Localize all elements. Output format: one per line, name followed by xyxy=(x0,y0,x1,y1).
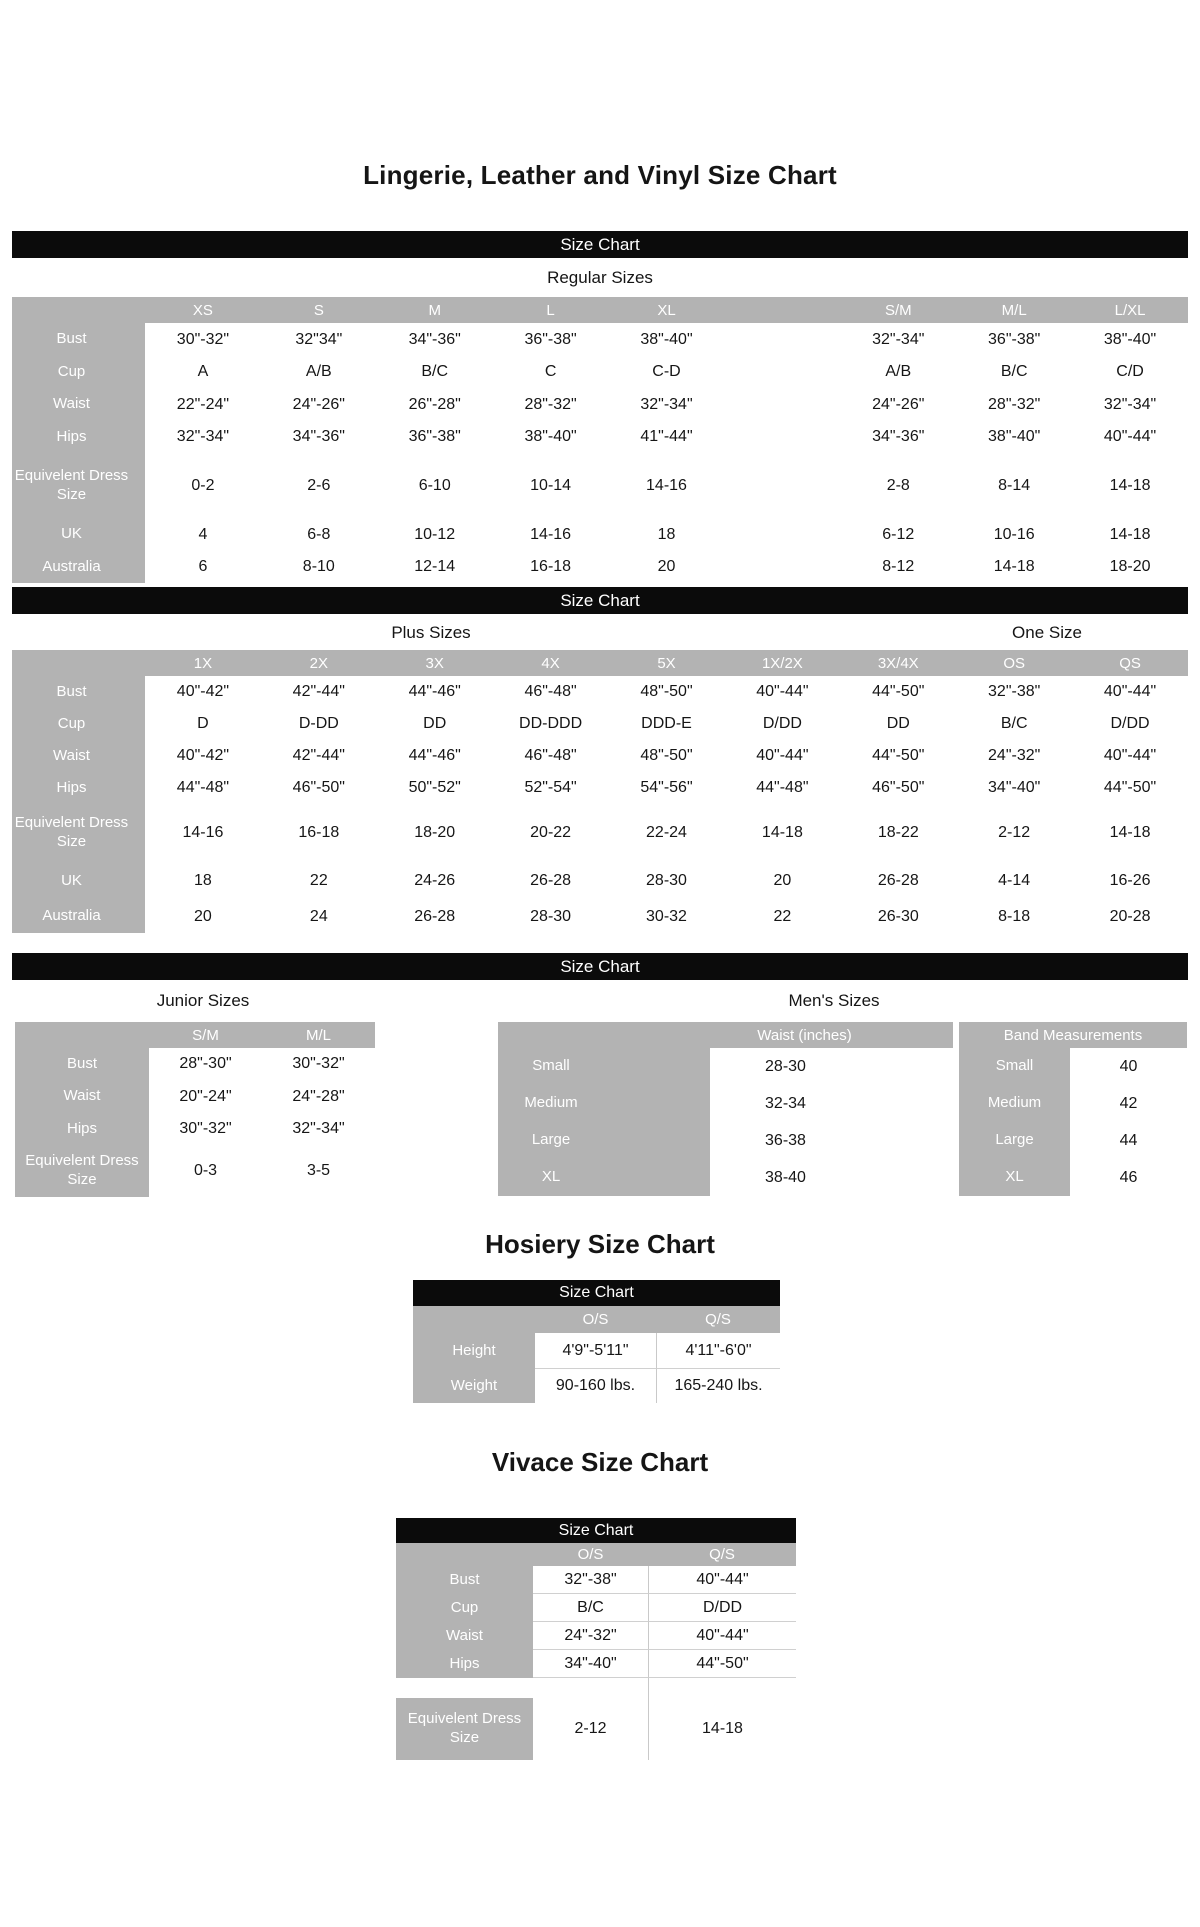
size-value: 44"-50" xyxy=(648,1650,796,1678)
size-value: 32"-38" xyxy=(956,676,1072,708)
one-size-caption: One Size xyxy=(1012,623,1082,642)
size-value: 40"-44" xyxy=(1072,740,1188,772)
size-value: 40"-44" xyxy=(724,676,840,708)
band-value: 46 xyxy=(1070,1159,1187,1196)
column-header: M/L xyxy=(956,297,1072,323)
band-value: 42 xyxy=(1070,1085,1187,1122)
size-value: 54"-56" xyxy=(609,772,725,804)
column-header: Q/S xyxy=(648,1543,796,1566)
row-label: Bust xyxy=(15,1048,149,1080)
lower-tables-row xyxy=(12,1022,1188,1197)
size-value: 22-24 xyxy=(609,804,725,862)
size-value: 14-18 xyxy=(1072,518,1188,551)
size-value: 40"-42" xyxy=(145,676,261,708)
size-value: 16-18 xyxy=(261,804,377,862)
row-label: Australia xyxy=(12,551,145,583)
row-label: Cup xyxy=(396,1594,533,1622)
size-value: 36"-38" xyxy=(493,323,609,356)
column-header: L/XL xyxy=(1072,297,1188,323)
row-label: Equivelent Dress Size xyxy=(12,804,145,862)
size-value: 4'11"-6'0" xyxy=(656,1333,780,1369)
size-value: 46"-50" xyxy=(840,772,956,804)
size-value: B/C xyxy=(533,1594,648,1622)
size-value: 14-18 xyxy=(1072,804,1188,862)
empty-cell xyxy=(724,388,840,421)
column-header: 5X xyxy=(609,650,725,676)
size-value: 34"-40" xyxy=(956,772,1072,804)
size-value: 18 xyxy=(145,862,261,900)
column-header: L xyxy=(493,297,609,323)
size-value: 14-18 xyxy=(1072,453,1188,518)
vivace-table xyxy=(396,1543,796,1760)
size-value: 32"-34" xyxy=(609,388,725,421)
row-label: Hips xyxy=(396,1650,533,1678)
size-value: A xyxy=(145,356,261,388)
size-value: D/DD xyxy=(1072,708,1188,740)
size-value: 6 xyxy=(145,551,261,583)
row-label: Waist xyxy=(396,1622,533,1650)
column-header: M/L xyxy=(262,1022,375,1048)
size-value: 12-14 xyxy=(377,551,493,583)
size-value: 26-28 xyxy=(840,862,956,900)
row-label: Waist xyxy=(15,1080,149,1113)
empty-cell xyxy=(724,323,840,356)
size-value: 38"-40" xyxy=(1072,323,1188,356)
size-value: 42"-44" xyxy=(261,740,377,772)
size-value: 2-6 xyxy=(261,453,377,518)
size-value: DDD-E xyxy=(609,708,725,740)
column-header: O/S xyxy=(533,1543,648,1566)
size-value: B/C xyxy=(956,708,1072,740)
size-value: 44"-48" xyxy=(145,772,261,804)
plus-caption-row xyxy=(12,614,1188,650)
size-value: D xyxy=(145,708,261,740)
size-value: C/D xyxy=(1072,356,1188,388)
size-value: 52"-54" xyxy=(493,772,609,804)
size-value: 36"-38" xyxy=(956,323,1072,356)
size-value: DD xyxy=(840,708,956,740)
column-header: 2X xyxy=(261,650,377,676)
band-value: 44 xyxy=(1070,1122,1187,1159)
size-value: C xyxy=(493,356,609,388)
size-chart-bar-plus: Size Chart xyxy=(12,587,1188,614)
row-label: Cup xyxy=(12,356,145,388)
size-value: 40"-44" xyxy=(1072,676,1188,708)
size-value: B/C xyxy=(377,356,493,388)
row-label: Waist xyxy=(12,740,145,772)
size-value: 8-18 xyxy=(956,900,1072,933)
waist-value: 28-30 xyxy=(710,1048,953,1085)
row-label: Weight xyxy=(413,1369,535,1403)
page-title: Lingerie, Leather and Vinyl Size Chart xyxy=(363,160,837,190)
size-value: 24"-32" xyxy=(533,1622,648,1650)
row-label: Australia xyxy=(12,900,145,933)
size-value: 10-12 xyxy=(377,518,493,551)
size-value: 24 xyxy=(261,900,377,933)
size-value: 40"-44" xyxy=(1072,421,1188,453)
size-chart-bar-regular: Size Chart xyxy=(12,231,1188,258)
size-value: 18-20 xyxy=(1072,551,1188,583)
mens-band-label: Small xyxy=(959,1048,1070,1085)
column-header: 1X/2X xyxy=(724,650,840,676)
size-value: 6-12 xyxy=(840,518,956,551)
size-value: 26-28 xyxy=(377,900,493,933)
size-value: 8-10 xyxy=(261,551,377,583)
size-value: 2-12 xyxy=(533,1698,648,1760)
size-value: D/DD xyxy=(648,1594,796,1622)
size-value: 18-20 xyxy=(377,804,493,862)
row-label: UK xyxy=(12,862,145,900)
size-value: 30"-32" xyxy=(149,1113,262,1145)
size-value: 44"-46" xyxy=(377,676,493,708)
size-value: 46"-50" xyxy=(261,772,377,804)
size-value: 4'9"-5'11" xyxy=(535,1333,656,1369)
mens-band-label: XL xyxy=(959,1159,1070,1196)
size-value: 14-18 xyxy=(648,1698,796,1760)
size-value: 0-2 xyxy=(145,453,261,518)
empty-cell xyxy=(724,453,840,518)
mens-sizes-table xyxy=(498,1022,1187,1196)
size-value: 6-8 xyxy=(261,518,377,551)
size-value: 18 xyxy=(609,518,725,551)
junior-sizes-caption: Junior Sizes xyxy=(156,991,250,1010)
size-value: 34"-36" xyxy=(261,421,377,453)
size-value: 24-26 xyxy=(377,862,493,900)
size-value: 90-160 lbs. xyxy=(535,1369,656,1403)
row-label: Equivelent Dress Size xyxy=(396,1698,533,1760)
size-value: 14-16 xyxy=(609,453,725,518)
row-label: UK xyxy=(12,518,145,551)
size-value: 30-32 xyxy=(609,900,725,933)
spacer-cell xyxy=(533,1678,648,1698)
row-label: Cup xyxy=(12,708,145,740)
size-chart-bar-hosiery: Size Chart xyxy=(413,1280,780,1306)
size-value: 20"-24" xyxy=(149,1080,262,1113)
mens-size-label: Large xyxy=(498,1122,710,1159)
spacer-cell xyxy=(648,1678,796,1698)
size-value: 42"-44" xyxy=(261,676,377,708)
size-value: 4 xyxy=(145,518,261,551)
size-value: 24"-26" xyxy=(840,388,956,421)
row-label: Bust xyxy=(12,676,145,708)
header-spacer xyxy=(12,297,145,323)
size-value: 30"-32" xyxy=(262,1048,375,1080)
size-value: 32"-34" xyxy=(145,421,261,453)
junior-sizes-table xyxy=(15,1022,375,1197)
size-value: 22"-24" xyxy=(145,388,261,421)
size-value: 10-14 xyxy=(493,453,609,518)
size-value: 44"-48" xyxy=(724,772,840,804)
size-value: 36"-38" xyxy=(377,421,493,453)
empty-cell xyxy=(724,518,840,551)
header-spacer xyxy=(12,650,145,676)
size-value: 44"-50" xyxy=(840,740,956,772)
band-value: 40 xyxy=(1070,1048,1187,1085)
waist-value: 32-34 xyxy=(710,1085,953,1122)
size-value: 50"-52" xyxy=(377,772,493,804)
size-value: 6-10 xyxy=(377,453,493,518)
size-value: 32"-34" xyxy=(262,1113,375,1145)
size-value: 44"-46" xyxy=(377,740,493,772)
column-header: 3X xyxy=(377,650,493,676)
waist-inches-header: Waist (inches) xyxy=(498,1022,953,1048)
band-measurements-header: Band Measurements xyxy=(959,1022,1187,1048)
regular-sizes-caption: Regular Sizes xyxy=(547,268,653,287)
size-value: 38"-40" xyxy=(609,323,725,356)
size-value: B/C xyxy=(956,356,1072,388)
size-value: 20 xyxy=(145,900,261,933)
size-value: 44"-50" xyxy=(840,676,956,708)
size-value: 26"-28" xyxy=(377,388,493,421)
size-value: 40"-44" xyxy=(724,740,840,772)
size-value: 2-8 xyxy=(840,453,956,518)
empty-cell xyxy=(724,421,840,453)
column-header: Q/S xyxy=(656,1306,780,1333)
size-value: 34"-36" xyxy=(377,323,493,356)
column-header: XS xyxy=(145,297,261,323)
mens-size-label: Small xyxy=(498,1048,710,1085)
size-value: 38"-40" xyxy=(956,421,1072,453)
waist-value: 38-40 xyxy=(710,1159,953,1196)
vivace-title: Vivace Size Chart xyxy=(491,1447,709,1477)
size-value: D/DD xyxy=(724,708,840,740)
column-header: S/M xyxy=(149,1022,262,1048)
size-value: 16-18 xyxy=(493,551,609,583)
mens-band-label: Medium xyxy=(959,1085,1070,1122)
size-value: 22 xyxy=(724,900,840,933)
lower-caption-row xyxy=(12,980,1188,1022)
size-value: 2-12 xyxy=(956,804,1072,862)
size-value: A/B xyxy=(261,356,377,388)
spacer-cell xyxy=(396,1678,533,1698)
header-spacer xyxy=(15,1022,149,1048)
size-value: 28"-32" xyxy=(956,388,1072,421)
size-value: 28-30 xyxy=(609,862,725,900)
size-value: 28-30 xyxy=(493,900,609,933)
column-header: OS xyxy=(956,650,1072,676)
size-value: 40"-44" xyxy=(648,1622,796,1650)
column-header: O/S xyxy=(535,1306,656,1333)
size-value: 46"-48" xyxy=(493,740,609,772)
size-value: 32"-34" xyxy=(840,323,956,356)
size-value: D-DD xyxy=(261,708,377,740)
size-value: 165-240 lbs. xyxy=(656,1369,780,1403)
size-value: 20-28 xyxy=(1072,900,1188,933)
column-header: QS xyxy=(1072,650,1188,676)
column-header: 1X xyxy=(145,650,261,676)
column-header: 4X xyxy=(493,650,609,676)
row-label: Hips xyxy=(12,772,145,804)
mens-band-label: Large xyxy=(959,1122,1070,1159)
size-value: 3-5 xyxy=(262,1145,375,1197)
column-header: S xyxy=(261,297,377,323)
size-value: DD xyxy=(377,708,493,740)
size-value: DD-DDD xyxy=(493,708,609,740)
size-value: 24"-28" xyxy=(262,1080,375,1113)
size-value: 4-14 xyxy=(956,862,1072,900)
header-spacer xyxy=(396,1543,533,1566)
size-value: 20-22 xyxy=(493,804,609,862)
regular-sizes-table xyxy=(12,297,1188,583)
hosiery-title: Hosiery Size Chart xyxy=(485,1229,715,1259)
mens-sizes-caption: Men's Sizes xyxy=(788,991,880,1010)
empty-cell xyxy=(724,551,840,583)
size-value: 48"-50" xyxy=(609,740,725,772)
row-label: Waist xyxy=(12,388,145,421)
column-header: M xyxy=(377,297,493,323)
column-header: XL xyxy=(609,297,725,323)
size-chart-bar-lower: Size Chart xyxy=(12,953,1188,980)
size-value: 30"-32" xyxy=(145,323,261,356)
empty-cell xyxy=(724,356,840,388)
size-value: C-D xyxy=(609,356,725,388)
size-value: 28"-32" xyxy=(493,388,609,421)
size-value: 10-16 xyxy=(956,518,1072,551)
row-label: Hips xyxy=(15,1113,149,1145)
size-value: 34"-36" xyxy=(840,421,956,453)
size-value: 32"-34" xyxy=(1072,388,1188,421)
row-label: Height xyxy=(413,1333,535,1369)
plus-sizes-caption: Plus Sizes xyxy=(391,623,471,642)
size-value: 20 xyxy=(609,551,725,583)
size-value: 8-12 xyxy=(840,551,956,583)
row-label: Equivelent Dress Size xyxy=(15,1145,149,1197)
size-value: 38"-40" xyxy=(493,421,609,453)
size-value: 14-16 xyxy=(493,518,609,551)
size-chart-bar-vivace: Size Chart xyxy=(396,1518,796,1543)
size-value: 48"-50" xyxy=(609,676,725,708)
waist-value: 36-38 xyxy=(710,1122,953,1159)
row-label: Bust xyxy=(396,1566,533,1594)
plus-sizes-table xyxy=(12,650,1188,933)
size-value: 24"-26" xyxy=(261,388,377,421)
row-label: Bust xyxy=(12,323,145,356)
column-header: S/M xyxy=(840,297,956,323)
size-value: 44"-50" xyxy=(1072,772,1188,804)
column-header: 3X/4X xyxy=(840,650,956,676)
row-label: Equivelent Dress Size xyxy=(12,453,145,518)
size-value: 26-28 xyxy=(493,862,609,900)
hosiery-table xyxy=(413,1306,780,1403)
size-value: 46"-48" xyxy=(493,676,609,708)
size-value: 20 xyxy=(724,862,840,900)
size-value: 40"-44" xyxy=(648,1566,796,1594)
column-header xyxy=(724,297,840,323)
size-value: 18-22 xyxy=(840,804,956,862)
row-label: Hips xyxy=(12,421,145,453)
size-value: 32"34" xyxy=(261,323,377,356)
size-value: 41"-44" xyxy=(609,421,725,453)
chart-sheet xyxy=(12,231,1188,1197)
size-value: 32"-38" xyxy=(533,1566,648,1594)
size-value: 40"-42" xyxy=(145,740,261,772)
mens-size-label: Medium xyxy=(498,1085,710,1122)
size-value: 14-18 xyxy=(956,551,1072,583)
size-value: 34"-40" xyxy=(533,1650,648,1678)
size-value: 26-30 xyxy=(840,900,956,933)
size-value: A/B xyxy=(840,356,956,388)
size-value: 22 xyxy=(261,862,377,900)
size-value: 28"-30" xyxy=(149,1048,262,1080)
header-spacer xyxy=(413,1306,535,1333)
size-value: 8-14 xyxy=(956,453,1072,518)
size-value: 14-18 xyxy=(724,804,840,862)
size-value: 24"-32" xyxy=(956,740,1072,772)
mens-size-label: XL xyxy=(498,1159,710,1196)
size-value: 16-26 xyxy=(1072,862,1188,900)
size-value: 14-16 xyxy=(145,804,261,862)
size-value: 0-3 xyxy=(149,1145,262,1197)
